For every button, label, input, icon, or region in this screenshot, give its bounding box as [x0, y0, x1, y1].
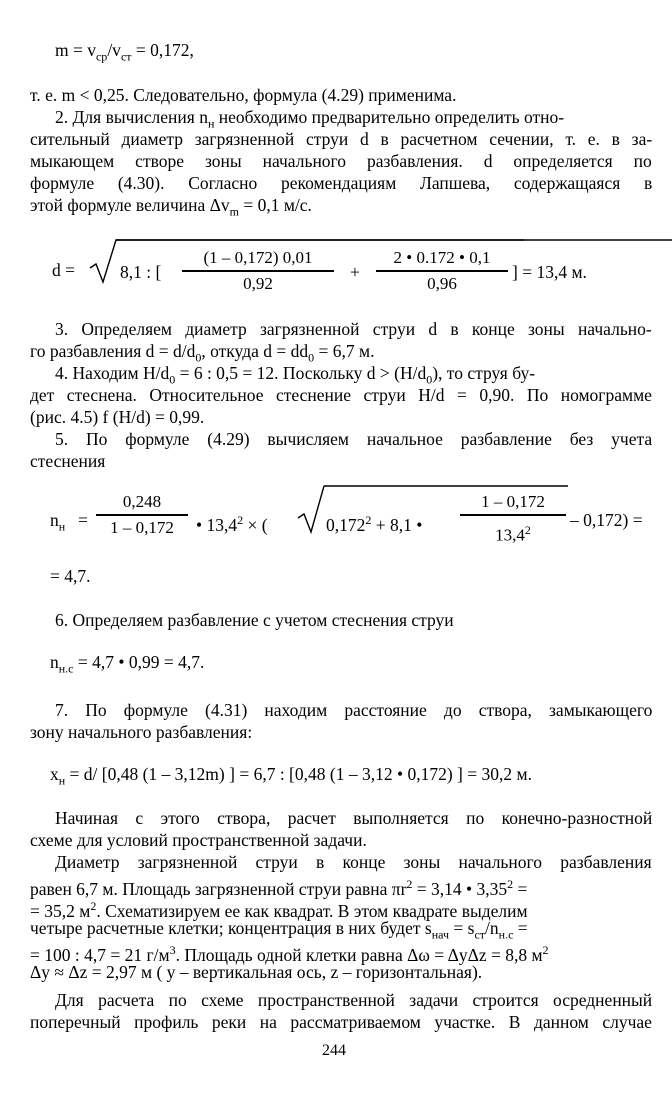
text-line-24: Δy ≈ Δz = 2,97 м ( y – вертикальная ось, z – горизонтальная). — [30, 962, 483, 982]
text-line-1: т. е. m < 0,25. Следовательно, формула (4.29) применима. — [30, 85, 457, 105]
text-line-26: поперечный профиль реки на рассматриваемом участке. В данном случае — [30, 1012, 652, 1032]
sqrt-head: 8,1 : [ — [120, 262, 162, 282]
text-line-15: 7. По формуле (4.31) находим расстояние до створа, замыкающего — [55, 700, 653, 720]
plus-sign: + — [350, 262, 360, 282]
formula-nn-tail: – 0,172) = — [570, 510, 643, 530]
text-line-23: = 100 : 4,7 = 21 $г/м^3$. Площадь одной клетки равна Δω = ΔyΔz = 8,8 $м^2$ — [30, 943, 549, 965]
text-line-9: 4. Находим $H/d_0 = 6$ : 0,5 = 12. Поскольку $d > (H/d_0)$, то струя бу- — [55, 363, 536, 387]
frac1-num: (1 – 0,172) 0,01 — [203, 248, 313, 267]
text-line-25: Для расчета по схеме пространственной задачи строится осредненный — [55, 990, 653, 1010]
text-line-12: 5. По формуле (4.29) вычисляем начальное разбавление без учета — [55, 429, 653, 449]
formula-xh: $x_н = d/$ [0,48 (1 – 3,12m) ] = 6,7 : [0,48 (1 – 3,12 • 0,172) ] = 30,2 м. — [50, 764, 532, 788]
text-line-7: 3. Определяем диаметр загрязненной струи d в конце зоны начально- — [55, 319, 652, 339]
formula-d-label: d = — [52, 260, 75, 280]
frac2-bar — [376, 270, 508, 272]
frac3-num: 0,248 — [122, 492, 162, 511]
text-line-4: мыкающем створе зоны начального разбавления. d определяется по — [30, 151, 652, 171]
text-line-14: 6. Определяем разбавление с учетом стеснения струи — [55, 610, 454, 630]
formula-nn-eq: = — [78, 510, 88, 530]
page-number: 244 — [322, 1042, 346, 1059]
formula-nnc: $n_{н.с} = 4,7$ • 0,99 = 4,7. — [50, 652, 205, 676]
formula-nn-result: = 4,7. — [50, 566, 91, 586]
text-line-3: сительный диаметр загрязненной струи d в расчетном сечении, т. е. в за- — [30, 129, 653, 149]
text-line-18: схеме для условий пространственной задачи. — [30, 830, 367, 850]
text-line-2: 2. Для вычисления $n_н$ необходимо предварительно определить отно- — [55, 107, 565, 131]
text-line-21: = 35,2 $м^2$. Схематизируем ее как квадрат. В этом квадрате выделим — [30, 899, 528, 921]
text-line-22: четыре расчетные клетки; концентрация в них будет $s_{нач} = s_{ст}/n_{н.с}$ = — [30, 918, 528, 942]
sqrt-sign-1 — [88, 238, 118, 284]
frac1-den: 0,92 — [243, 274, 273, 293]
formula-d-result: ] = 13,4 м. — [512, 262, 587, 282]
frac3-den: 1 – 0,172 — [110, 518, 174, 537]
text-line-5: формуле (4.30). Согласно рекомендациям Лапшева, содержащаяся в — [30, 173, 653, 193]
text-line-8: го разбавления $d = d/d_0$, откуда $d = dd_0 = 6,7$ м. — [30, 341, 375, 365]
formula-m: $m = v_{ср}/v_{ст} = 0,172$, — [55, 40, 194, 64]
frac4-den: 13,4$^2$ — [495, 523, 531, 545]
frac2-num: 2 • 0.172 • 0,1 — [393, 248, 491, 267]
text-line-11: (рис. 4.5) f (H/d) = 0,99. — [30, 407, 205, 427]
frac4-bar — [460, 514, 566, 516]
text-line-19: Диаметр загрязненной струи в конце зоны начального разбавления — [55, 852, 652, 872]
sqrt-bar-1 — [116, 238, 672, 242]
formula-nn-label: $n_н$ — [50, 510, 66, 534]
text-line-10: дет стеснена. Относительное стеснение струи H/d = 0,90. По номограмме — [30, 385, 652, 405]
sqrt-bar-2 — [324, 484, 624, 488]
formula-nn-mult: • $13,4^2$ × ( — [196, 513, 268, 535]
text-line-16: зону начального разбавления: — [30, 722, 253, 742]
sqrt-sign-2 — [296, 484, 326, 534]
text-line-6: этой формуле величина $\Delta v_m = 0,1$ м/с. — [30, 195, 312, 219]
frac3-bar — [96, 514, 188, 516]
text-line-17: Начиная с этого створа, расчет выполняется по конечно-разностной — [55, 808, 653, 828]
sqrt-2-head: $0,172^2 + 8,1$ • — [326, 513, 423, 535]
text-line-20: равен 6,7 м. Площадь загрязненной струи равна $\pi r^2 = 3,14$ • $3,35^2$ = — [30, 877, 528, 899]
frac1-bar — [182, 270, 334, 272]
frac2-den: 0,96 — [427, 274, 457, 293]
frac4-num: 1 – 0,172 — [481, 492, 545, 511]
text-line-13: стеснения — [30, 451, 106, 471]
